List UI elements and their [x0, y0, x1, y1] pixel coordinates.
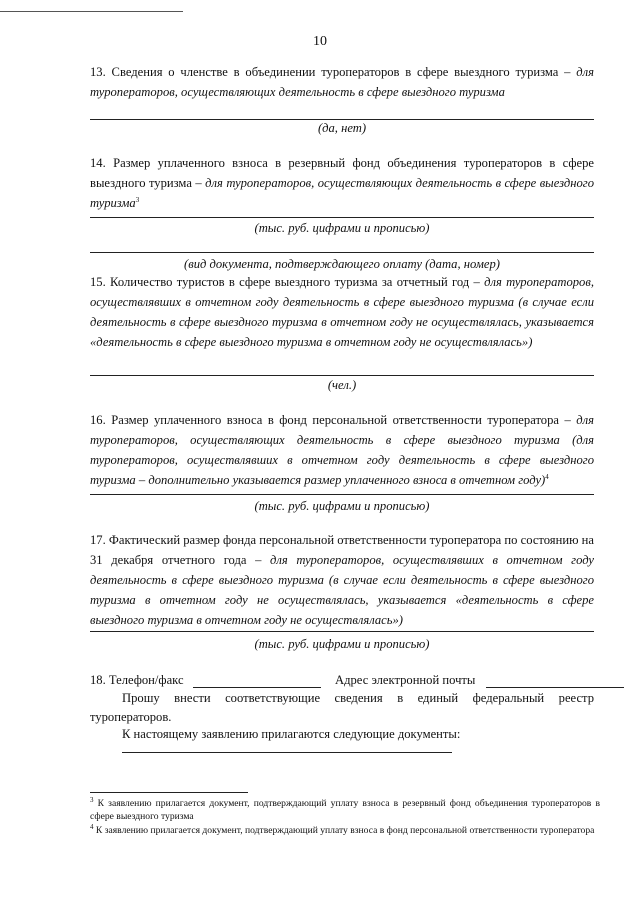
section-14-amount-line[interactable]	[90, 217, 594, 218]
top-scan-line	[0, 11, 183, 12]
section-16-footnote-ref: 4	[545, 472, 549, 481]
section-14-lead: Размер уплаченного взноса в резервный фонд объединения туроператоров в сфере выездного туризма –	[90, 156, 594, 190]
page-number: 10	[313, 34, 327, 49]
footnote-4	[90, 824, 600, 837]
section-14	[90, 153, 594, 213]
section-15	[90, 272, 594, 352]
footnote-3-mark: 3	[90, 795, 94, 804]
section-16-tail: для туроператоров, осуществляющих деятельность в сфере выездного туризма (для туроператоров, осуществлявших в отчетном году деятельность в сфере выездного туризма – дополнительно указывается размер уплаченного взноса в отчетном году)	[90, 413, 594, 487]
section-14-caption-document: (вид документа, подтверждающего оплату (дата, номер)	[184, 257, 500, 271]
attached-documents-text: К настоящему заявлению прилагаются следующие документы:	[122, 727, 461, 741]
section-13-tail: для туроператоров, осуществляющих деятельность в сфере выездного туризма	[90, 65, 594, 99]
section-15-lead: Количество туристов в сфере выездного туризма за отчетный год –	[110, 275, 480, 289]
footnote-4-text: К заявлению прилагается документ, подтверждающий уплату взноса в фонд персональной ответственности туроператора	[95, 825, 595, 836]
section-14-caption-amount: (тыс. руб. цифрами и прописью)	[254, 221, 430, 235]
phone-fax-field[interactable]	[193, 687, 321, 688]
section-18-contacts	[90, 670, 630, 690]
footnote-separator	[90, 792, 248, 793]
section-16	[90, 410, 594, 490]
section-13-lead: Сведения о членстве в объединении туроператоров в сфере выездного туризма –	[111, 65, 571, 79]
section-17	[90, 530, 594, 630]
section-17-tail: для туроператоров, осуществлявших в отчетном году деятельность в сфере выездного туризма (в случае если деятельность в сфере выездного туризма в отчетном году не осуществлялась, указывается «деятельность в сфере выездного туризма в отчетном году не осуществлялась»)	[90, 553, 594, 627]
section-15-number: 15.	[90, 275, 106, 289]
email-label: Адрес электронной почты	[335, 673, 476, 687]
section-17-caption: (тыс. руб. цифрами и прописью)	[254, 637, 430, 651]
section-13	[90, 62, 594, 102]
section-15-answer-line[interactable]	[90, 375, 594, 376]
section-14-tail: для туроператоров, осуществляющих деятельность в сфере выездного туризма	[90, 176, 594, 210]
section-17-number: 17.	[90, 533, 106, 547]
footnote-3-text: К заявлению прилагается документ, подтверждающий уплату взноса в резервный фонд объединения туроператоров в сфере выездного туризма	[90, 798, 600, 822]
section-14-number: 14.	[90, 156, 106, 170]
footnote-4-mark: 4	[90, 822, 94, 831]
section-14-document-line[interactable]	[90, 252, 594, 253]
email-field[interactable]	[486, 687, 624, 688]
section-16-lead: Размер уплаченного взноса в фонд персональной ответственности туроператора –	[111, 413, 571, 427]
section-16-caption: (тыс. руб. цифрами и прописью)	[254, 499, 430, 513]
section-17-answer-line[interactable]	[90, 631, 594, 632]
section-17-lead: Фактический размер фонда персональной ответственности туроператора по состоянию на 31 декабря отчетного года –	[90, 533, 594, 567]
request-text: Прошу внести соответствующие сведения в единый федеральный реестр туроператоров.	[90, 691, 594, 724]
phone-fax-label: 18. Телефон/факс	[90, 673, 184, 687]
section-13-number: 13.	[90, 65, 106, 79]
section-14-footnote-ref: 3	[135, 195, 140, 204]
section-15-caption: (чел.)	[327, 378, 357, 392]
attached-documents-line[interactable]	[122, 752, 452, 753]
section-16-answer-line[interactable]	[90, 494, 594, 495]
section-13-caption: (да, нет)	[317, 121, 367, 135]
footnote-3	[90, 797, 600, 823]
section-16-number: 16.	[90, 413, 106, 427]
section-15-tail: для туроператоров, осуществлявших в отчетном году деятельность в сфере выездного туризма (в случае если деятельность в сфере выездного туризма в отчетном году не осуществлялась, указывается «деятельность в сфере выездного туризма в отчетном году не осуществлялась»)	[90, 275, 594, 349]
